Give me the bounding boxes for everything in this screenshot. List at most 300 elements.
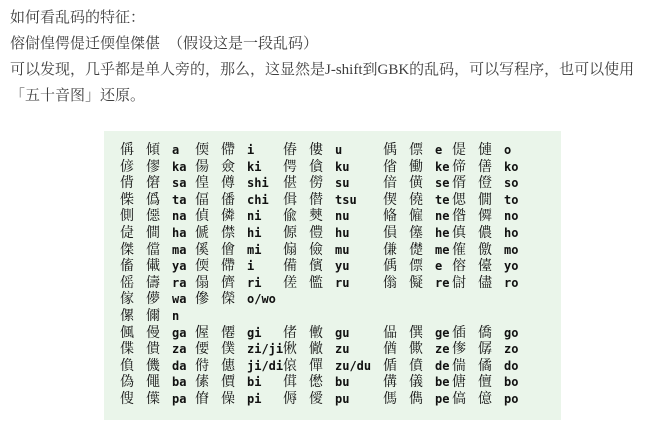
kana-cell: [452, 275, 561, 292]
kana-cell: [383, 159, 452, 176]
romaji-label: bi: [247, 375, 262, 390]
kana-cell: [120, 208, 195, 225]
romaji-label: a: [172, 143, 180, 157]
romaji-label: yo: [504, 259, 519, 274]
garbled-hiragana-char: 傌: [383, 391, 397, 407]
kana-cell: [452, 374, 561, 391]
garbled-hiragana-char: 偤: [383, 342, 397, 358]
kana-cell: [283, 175, 383, 192]
kana-cell: [283, 242, 383, 259]
romaji-label: po: [504, 391, 519, 406]
garbled-katakana-char: 僂: [309, 143, 323, 158]
garbled-hiragana-char: 傛: [452, 259, 466, 275]
garbled-katakana-char: 僄: [409, 143, 423, 158]
kana-cell: [283, 225, 383, 242]
romaji-label: go: [504, 325, 519, 340]
garbled-katakana-char: 儈: [221, 242, 235, 258]
kana-cell: [120, 341, 195, 358]
garbled-hiragana-char: 偘: [383, 325, 397, 341]
garbled-hiragana-char: 偓: [195, 325, 209, 341]
garbled-hiragana-char: 偼: [120, 225, 134, 241]
garbled-hiragana-char: 偊: [383, 143, 397, 158]
garbled-hiragana-char: 偣: [383, 176, 397, 192]
garbled-hiragana-char: 傁: [120, 391, 134, 407]
garbled-hiragana-char: 傓: [283, 242, 297, 258]
romaji-label: e: [435, 259, 443, 274]
romaji-label: gi: [247, 325, 262, 340]
garbled-katakana-char: 僐: [478, 159, 492, 175]
garbled-katakana-char: 儞: [146, 308, 160, 324]
kana-row: [120, 142, 561, 159]
romaji-label: sa: [172, 176, 187, 191]
garbled-hiragana-char: 偵: [195, 209, 209, 225]
romaji-label: ru: [335, 275, 350, 290]
kana-cell: [452, 225, 561, 242]
intro-paragraph: [0, 0, 663, 109]
romaji-label: shi: [247, 176, 269, 191]
garbled-katakana-char: 儀: [409, 375, 423, 391]
garbled-hiragana-char: 偪: [195, 192, 209, 208]
romaji-label: ra: [172, 275, 187, 290]
kana-cell: [383, 325, 452, 342]
kana-cell: [120, 142, 195, 159]
kana-cell: [452, 325, 561, 342]
kana-cell: [452, 175, 561, 192]
garbled-katakana-char: 僊: [221, 325, 235, 341]
garbled-katakana-char: 儕: [221, 275, 235, 291]
romaji-label: gu: [335, 325, 350, 340]
romaji-label: bo: [504, 375, 519, 390]
kana-cell: [452, 159, 561, 176]
kana-cell: [383, 391, 452, 408]
romaji-label: nu: [335, 209, 350, 224]
garbled-hiragana-char: 偨: [120, 192, 134, 208]
kana-cell: [195, 159, 283, 176]
kana-cell: [452, 242, 561, 259]
romaji-label: ma: [172, 242, 187, 257]
romaji-label: ta: [172, 192, 187, 207]
garbled-hiragana-char: 傢: [120, 292, 134, 308]
kana-cell: [120, 275, 195, 292]
kana-cell: [195, 341, 283, 358]
garbled-hiragana-char: 傕: [452, 242, 466, 258]
kana-cell: [120, 325, 195, 342]
romaji-label: be: [435, 375, 450, 390]
garbled-hiragana-char: 傉: [283, 391, 297, 407]
kana-cell: [452, 208, 561, 225]
kana-row: [120, 225, 561, 242]
garbled-katakana-char: 儂: [478, 225, 492, 241]
kana-cell: [120, 308, 195, 325]
garbled-katakana-char: 儐: [309, 259, 323, 275]
kana-row: [120, 325, 561, 342]
garbled-hiragana-char: 偔: [283, 159, 297, 175]
kana-cell: [195, 258, 283, 275]
kana-cell: [120, 175, 195, 192]
kana-cell: [283, 192, 383, 209]
romaji-label: pa: [172, 391, 187, 406]
garbled-hiragana-char: 傃: [195, 375, 209, 391]
garbled-katakana-char: 僒: [146, 176, 160, 192]
garbled-katakana-char: 僜: [478, 176, 492, 192]
garbled-hiragana-char: 偑: [120, 325, 134, 341]
kana-cell: [195, 275, 283, 292]
garbled-hiragana-char: 偩: [120, 358, 134, 374]
kana-cell: [452, 258, 561, 275]
garbled-hiragana-char: 傟: [383, 275, 397, 291]
garbled-katakana-char: 儎: [146, 259, 160, 275]
garbled-hiragana-char: 偙: [452, 159, 466, 175]
garbled-hiragana-char: 偐: [120, 159, 134, 175]
romaji-label: yu: [335, 259, 350, 274]
garbled-katakana-char: 僙: [409, 176, 423, 192]
garbled-katakana-char: 儔: [146, 275, 160, 291]
garbled-hiragana-char: 偳: [452, 358, 466, 374]
garbled-hiragana-char: 偽: [120, 375, 134, 391]
kana-row: [120, 208, 561, 225]
kana-cell: [195, 192, 283, 209]
paragraph-line-conclusion: 「五十音图」还原。: [10, 88, 146, 104]
garbled-hiragana-char: 偰: [383, 192, 397, 208]
garbled-katakana-char: 僕: [221, 342, 235, 358]
romaji-label: pe: [435, 391, 450, 406]
romaji-label: ni: [247, 209, 262, 224]
kana-cell: [383, 242, 452, 259]
romaji-label: bu: [335, 375, 350, 390]
romaji-label: zu: [335, 342, 350, 357]
romaji-label: da: [172, 358, 187, 373]
kana-cell: [120, 159, 195, 176]
kana-row: [120, 192, 561, 209]
romaji-label: na: [172, 209, 187, 224]
kana-row: [120, 341, 561, 358]
garbled-sample-text: 傛傠偟偔偍迁偄偟傑偡: [10, 36, 161, 52]
kana-row: [120, 159, 561, 176]
garbled-katakana-char: 僉: [221, 159, 235, 175]
garbled-hiragana-char: 傠: [452, 275, 466, 291]
garbled-hiragana-char: 偁: [120, 143, 134, 158]
garbled-hiragana-char: 偞: [120, 342, 134, 358]
kana-cell: [120, 291, 195, 308]
garbled-katakana-char: 僇: [146, 159, 160, 175]
romaji-label: i: [247, 143, 255, 157]
romaji-label: mo: [504, 242, 519, 257]
kana-cell: [283, 258, 383, 275]
kana-cell: [195, 175, 283, 192]
garbled-katakana-char: 僿: [409, 225, 423, 241]
romaji-label: pi: [247, 391, 262, 406]
garbled-hiragana-char: 備: [283, 259, 297, 275]
garbled-hiragana-char: 偟: [195, 176, 209, 192]
garbled-hiragana-char: 偮: [283, 192, 297, 208]
kana-cell: [120, 391, 195, 408]
kana-cell: [195, 208, 283, 225]
romaji-label: n: [172, 308, 180, 323]
garbled-hiragana-char: 偖: [283, 325, 297, 341]
romaji-label: ho: [504, 225, 519, 240]
garbled-katakana-char: 僈: [146, 325, 160, 341]
garbled-katakana-char: 僨: [409, 358, 423, 374]
garbled-katakana-char: 僞: [146, 192, 160, 208]
garbled-katakana-char: 働: [409, 159, 423, 175]
romaji-label: ge: [435, 325, 450, 340]
romaji-label: ri: [247, 275, 262, 290]
kana-cell: [383, 258, 452, 275]
kana-cell: [283, 159, 383, 176]
garbled-hiragana-char: 傋: [383, 375, 397, 391]
kana-row: [120, 275, 561, 292]
kana-cell: [283, 341, 383, 358]
kana-cell: [383, 358, 452, 375]
garbled-hiragana-char: 偄: [195, 143, 209, 158]
garbled-katakana-char: 僎: [409, 325, 423, 341]
romaji-label: so: [504, 176, 519, 191]
garbled-katakana-char: 儉: [309, 242, 323, 258]
romaji-label: i: [247, 259, 255, 274]
garbled-katakana-char: 傾: [146, 143, 160, 158]
romaji-label: ze: [435, 342, 450, 357]
kana-cell: [283, 374, 383, 391]
kana-row: [120, 374, 561, 391]
kana-cell: [383, 208, 452, 225]
kana-cell: [383, 175, 452, 192]
garbled-hiragana-char: 偆: [283, 143, 297, 158]
kana-cell: [195, 242, 283, 259]
kana-cell: [195, 374, 283, 391]
kana-cell: [195, 225, 283, 242]
kana-cell: [120, 242, 195, 259]
kana-cell: [452, 142, 561, 159]
garbled-hiragana-char: 偍: [452, 143, 466, 158]
garbled-hiragana-char: 偄: [195, 259, 209, 275]
garbled-hiragana-char: 傒: [195, 242, 209, 258]
garbled-katakana-char: 儓: [478, 259, 492, 275]
kana-cell: [195, 291, 283, 308]
garbled-katakana-char: 僣: [309, 192, 323, 208]
garbled-katakana-char: 儁: [409, 391, 423, 407]
garbled-hiragana-char: 傄: [195, 391, 209, 407]
garbled-katakana-char: 僡: [221, 358, 235, 374]
kana-row: [120, 391, 561, 408]
romaji-label: chi: [247, 192, 269, 207]
kana-row: [120, 358, 561, 375]
kana-cell: [120, 225, 195, 242]
garbled-katakana-char: 儃: [478, 375, 492, 391]
garbled-katakana-char: 僥: [409, 192, 423, 208]
garbled-hiragana-char: 傔: [383, 242, 397, 258]
romaji-label: ku: [335, 159, 350, 174]
garbled-katakana-char: 僪: [478, 358, 492, 374]
garbled-hiragana-char: 偸: [283, 209, 297, 225]
kana-row: [120, 175, 561, 192]
kana-row: [120, 291, 561, 308]
romaji-label: tsu: [335, 192, 357, 207]
romaji-label: zu/du: [335, 358, 372, 373]
garbled-hiragana-char: 偹: [383, 209, 397, 225]
romaji-label: do: [504, 358, 519, 373]
kana-cell: [383, 142, 452, 159]
garbled-hiragana-char: 傐: [452, 391, 466, 407]
romaji-label: no: [504, 209, 519, 224]
romaji-label: to: [504, 192, 519, 207]
romaji-label: e: [435, 143, 443, 157]
romaji-label: se: [435, 176, 450, 191]
garbled-katakana-char: 僝: [478, 342, 492, 358]
kana-cell: [283, 358, 383, 375]
garbled-hiragana-char: 傫: [120, 308, 134, 324]
garbled-katakana-char: 僽: [309, 375, 323, 391]
kana-cell: [452, 358, 561, 375]
romaji-label: ya: [172, 259, 187, 274]
garbled-katakana-char: 僀: [221, 259, 235, 275]
romaji-label: ga: [172, 325, 187, 340]
garbled-hiragana-char: 偦: [452, 176, 466, 192]
garbled-hiragana-char: 偊: [383, 259, 397, 275]
garbled-hiragana-char: 偺: [452, 209, 466, 225]
romaji-label: hi: [247, 225, 262, 240]
garbled-katakana-char: 僓: [146, 342, 160, 358]
kana-row: [120, 258, 561, 275]
garbled-katakana-char: 僯: [221, 209, 235, 225]
garbled-katakana-char: 僩: [478, 192, 492, 208]
garbled-katakana-char: 僄: [409, 259, 423, 275]
kana-cell: [120, 358, 195, 375]
garbled-katakana-char: 僛: [409, 342, 423, 358]
garbled-hiragana-char: 偢: [283, 342, 297, 358]
kana-row: [120, 308, 561, 325]
garbled-katakana-char: 僗: [309, 176, 323, 192]
garbled-katakana-char: 儖: [309, 275, 323, 291]
garbled-hiragana-char: 傪: [195, 292, 209, 308]
garbled-hiragana-char: 側: [120, 209, 134, 225]
romaji-label: o/wo: [247, 292, 276, 307]
garbled-katakana-char: 儗: [409, 275, 423, 291]
paragraph-line-sample: [10, 31, 663, 57]
kana-cell: [195, 391, 283, 408]
kana-cell: [283, 275, 383, 292]
kana-cell: [120, 258, 195, 275]
kana-cell: [383, 341, 452, 358]
kana-row: [120, 242, 561, 259]
kana-cell: [195, 142, 283, 159]
romaji-label: te: [435, 192, 450, 207]
romaji-label: ka: [172, 159, 187, 174]
garbled-katakana-char: 僼: [309, 225, 323, 241]
garbled-hiragana-char: 傞: [283, 275, 297, 291]
garbled-hiragana-char: 傑: [120, 242, 134, 258]
romaji-label: mi: [247, 242, 262, 257]
romaji-label: hu: [335, 225, 350, 240]
garbled-katakana-char: 僆: [478, 143, 492, 158]
kana-cell: [452, 192, 561, 209]
garbled-hiragana-char: 偫: [195, 358, 209, 374]
garbled-hiragana-char: 偡: [283, 176, 297, 192]
romaji-label: su: [335, 176, 350, 191]
romaji-label: me: [435, 242, 450, 257]
garbled-katakana-char: 僲: [478, 209, 492, 225]
romaji-label: ne: [435, 209, 450, 224]
romaji-label: zo: [504, 342, 519, 357]
garbled-katakana-char: 僺: [221, 391, 235, 407]
paragraph-line-explanation: 可以发现，几乎都是单人旁的，那么，这显然是J-shift到GBK的乱码，可以写程序，也可以使用: [10, 62, 635, 78]
garbled-hiragana-char: 偲: [452, 192, 466, 208]
garbled-katakana-char: 億: [478, 391, 492, 407]
garbled-hiragana-char: 傝: [195, 275, 209, 291]
kana-cell: [283, 208, 383, 225]
garbled-hiragana-char: 偯: [283, 358, 297, 374]
garbled-hiragana-char: 偧: [452, 342, 466, 358]
romaji-label: ro: [504, 275, 519, 290]
garbled-hiragana-char: 偱: [383, 358, 397, 374]
romaji-label: ji/di: [247, 358, 284, 373]
garbled-hiragana-char: 偠: [195, 342, 209, 358]
garbled-katakana-char: 僋: [309, 159, 323, 175]
kana-cell: [383, 192, 452, 209]
romaji-label: mu: [335, 242, 350, 257]
romaji-label: wa: [172, 292, 187, 307]
kana-cell: [195, 325, 283, 342]
garbled-katakana-char: 僾: [309, 391, 323, 407]
romaji-label: de: [435, 358, 450, 373]
garbled-katakana-char: 僷: [146, 391, 160, 407]
garbled-katakana-char: 僠: [221, 192, 235, 208]
gojuon-mojibake-table: [104, 131, 561, 420]
garbled-hiragana-char: 傏: [452, 375, 466, 391]
garbled-hiragana-char: 偛: [452, 325, 466, 341]
garbled-katakana-char: 僘: [309, 342, 323, 358]
romaji-label: o: [504, 143, 512, 157]
garbled-sample-note: （假设这是一段乱码）: [168, 36, 319, 52]
romaji-label: zi/ji: [247, 342, 284, 357]
garbled-hiragana-char: 傎: [452, 225, 466, 241]
romaji-label: ki: [247, 159, 262, 174]
garbled-katakana-char: 僱: [409, 209, 423, 225]
garbled-katakana-char: 僫: [146, 209, 160, 225]
garbled-hiragana-char: 傂: [195, 225, 209, 241]
garbled-katakana-char: 僌: [309, 325, 323, 341]
romaji-label: ba: [172, 375, 187, 390]
kana-cell: [452, 391, 561, 408]
kana-cell: [120, 374, 195, 391]
romaji-label: ko: [504, 159, 519, 174]
paragraph-line-heading: 如何看乱码的特征：: [10, 10, 146, 26]
romaji-label: ke: [435, 159, 450, 174]
garbled-hiragana-char: 傇: [283, 375, 297, 391]
garbled-katakana-char: 儊: [409, 242, 423, 258]
garbled-hiragana-char: 偝: [120, 176, 134, 192]
garbled-katakana-char: 僔: [221, 176, 235, 192]
romaji-label: re: [435, 275, 450, 290]
kana-cell: [120, 192, 195, 209]
kana-cell: [283, 391, 383, 408]
kana-cell: [283, 325, 383, 342]
romaji-label: ha: [172, 225, 187, 240]
garbled-katakana-char: 僑: [478, 325, 492, 341]
garbled-katakana-char: 僸: [221, 225, 235, 241]
kana-cell: [283, 142, 383, 159]
garbled-hiragana-char: 偒: [195, 159, 209, 175]
garbled-hiragana-char: 偗: [383, 159, 397, 175]
kana-cell: [195, 358, 283, 375]
garbled-katakana-char: 僰: [309, 209, 323, 225]
kana-cell: [452, 341, 561, 358]
garbled-katakana-char: 僀: [221, 143, 235, 158]
garbled-katakana-char: 僴: [146, 225, 160, 241]
kana-cell: [383, 225, 452, 242]
garbled-katakana-char: 儘: [478, 275, 492, 291]
garbled-katakana-char: 儚: [146, 292, 160, 308]
romaji-label: za: [172, 342, 187, 357]
